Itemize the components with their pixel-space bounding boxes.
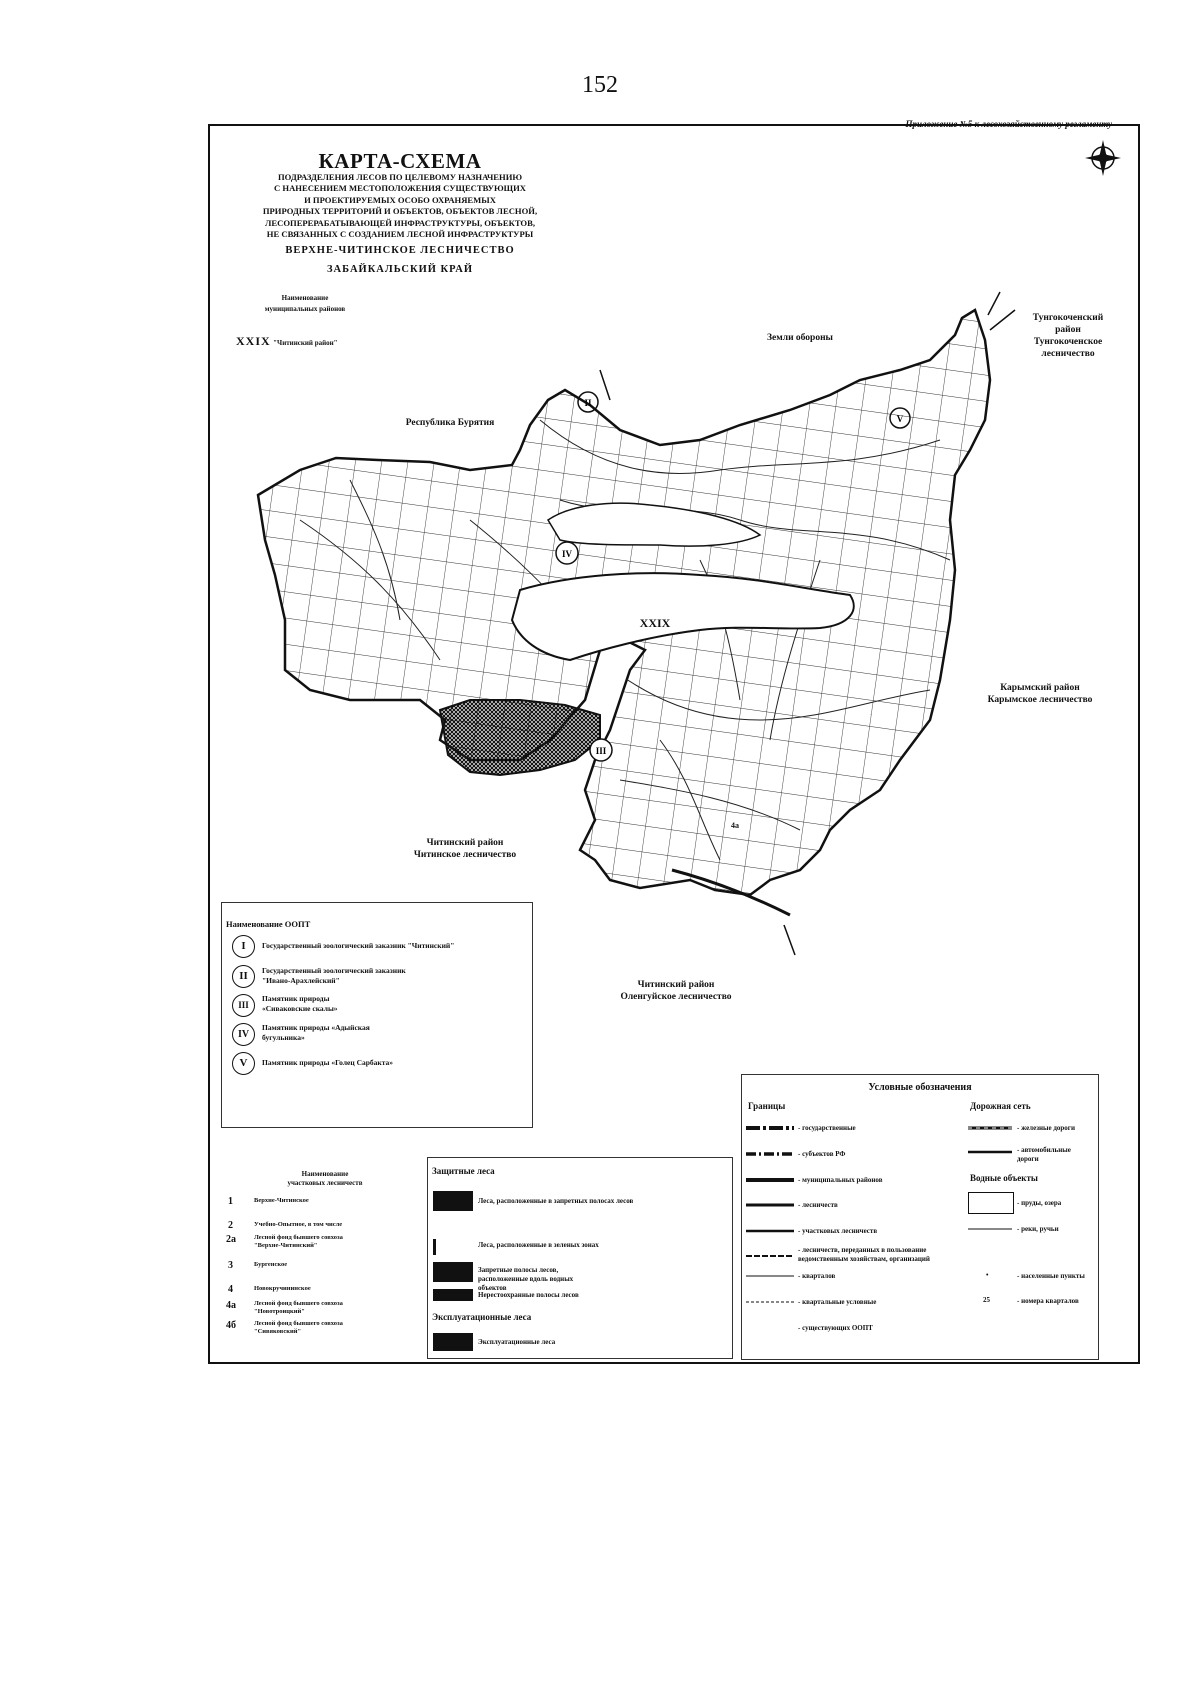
region-name: ЗАБАЙКАЛЬСКИЙ КРАЙ — [327, 264, 473, 276]
label-line: Оленгуйское лесничество — [620, 992, 732, 1002]
municipal-heading-line: муниципальных районов — [264, 305, 346, 313]
forestry-text: "Новотроицкий" — [254, 1308, 305, 1315]
protective-heading: Защитные леса — [432, 1166, 495, 1176]
legend-water-text: - пруды, озера — [1017, 1199, 1062, 1207]
oopt-text: Государственный зоологический заказник — [262, 966, 406, 975]
settlement-icon: • — [986, 1271, 989, 1279]
label-defense-lands: Земли обороны — [767, 333, 833, 343]
oopt-marker-iv — [556, 542, 578, 564]
water-heading: Водные объекты — [970, 1173, 1038, 1183]
label-line: Карымский район — [1000, 683, 1080, 693]
svg-text:IV: IV — [561, 549, 573, 559]
forestry-number: 4б — [226, 1320, 236, 1331]
oopt-number: III — [232, 994, 255, 1017]
legend-boundary-text: - субъектов РФ — [798, 1150, 846, 1158]
legend-boundary-text: - кварталов — [798, 1272, 836, 1280]
label-center-code: XXIX — [639, 616, 671, 630]
label-line: Карымское лесничество — [987, 695, 1093, 705]
river-line-sample — [966, 1224, 1016, 1234]
label-chita-1 — [385, 837, 545, 861]
municipal-code: XXIX — [236, 334, 271, 348]
forestries-heading-line: Наименование — [301, 1170, 349, 1178]
compass-icon — [1085, 140, 1121, 176]
zone-text: Леса, расположенные в запретных полосах лесов — [478, 1197, 634, 1205]
boundaries-heading: Границы — [748, 1101, 786, 1111]
zone-swatch — [433, 1333, 473, 1351]
svg-text:V: V — [896, 414, 904, 424]
municipal-heading-line: Наименование — [281, 294, 329, 302]
forestry-number: 2а — [226, 1234, 236, 1245]
legend-boundary-text: - участковых лесничеств — [798, 1227, 878, 1235]
title-block — [220, 150, 580, 278]
forestry-text: Бургенское — [254, 1261, 288, 1268]
oopt-text: Памятник природы — [262, 994, 330, 1003]
label-line: лесничество — [1041, 349, 1095, 359]
label-line: Читинский район — [426, 838, 504, 848]
legend-boundary-text: - лесничеств, переданных в пользование ведомственным хозяйствам, организаций — [798, 1246, 930, 1263]
map-title: КАРТА-СХЕМА — [318, 149, 482, 173]
forestry-number: 4а — [226, 1300, 236, 1311]
zone-swatch — [433, 1191, 473, 1211]
legend-road-text: - автомобильные дороги — [1017, 1146, 1071, 1163]
zone-text: Запретные полосы лесов, расположенные вдоль водных объектов — [478, 1266, 574, 1292]
forestry-text: Учебно-Опытное, в том числе — [254, 1221, 343, 1228]
oopt-marker-iii — [590, 739, 612, 761]
label-line: Читинский район — [637, 980, 715, 990]
boundary-line-1 — [600, 370, 610, 400]
page-number: 152 — [582, 72, 618, 98]
boundary-line-2 — [988, 292, 1000, 315]
label-tungokochen — [1018, 312, 1118, 360]
legend-boundary-text: - лесничеств — [798, 1201, 838, 1209]
label-4a: 4а — [731, 821, 739, 830]
label-karymsky — [960, 682, 1120, 706]
oopt-number: II — [232, 965, 255, 988]
forestry-number: 3 — [228, 1260, 233, 1271]
forestry-number: 2 — [228, 1220, 233, 1231]
roads-heading: Дорожная сеть — [970, 1101, 1031, 1111]
subtitle-line: ПОДРАЗДЕЛЕНИЯ ЛЕСОВ ПО ЦЕЛЕВОМУ НАЗНАЧЕНИЮ — [277, 172, 523, 182]
boundary-line-samples — [744, 1116, 804, 1356]
forestry-name: ВЕРХНЕ-ЧИТИНСКОЕ ЛЕСНИЧЕСТВО — [285, 245, 515, 257]
urban-zone — [440, 700, 600, 775]
forestry-number: 4 — [228, 1284, 233, 1295]
forestry-text: "Сивяковский" — [254, 1328, 302, 1335]
oopt-text: Государственный зоологический заказник "Читинский" — [262, 941, 455, 950]
subtitle-line: С НАНЕСЕНИЕМ МЕСТОПОЛОЖЕНИЯ СУЩЕСТВУЮЩИХ — [274, 183, 526, 194]
subtitle-line: НЕ СВЯЗАННЫХ С СОЗДАНИЕМ ЛЕСНОЙ ИНФРАСТРУКТУРЫ — [266, 229, 534, 240]
legend-road-text: - железные дороги — [1017, 1124, 1076, 1132]
zone-text: Леса, расположенные в зеленых зонах — [478, 1241, 599, 1249]
label-buryatia: Республика Бурятия — [405, 418, 495, 428]
oopt-text: "Ивано-Арахлейский" — [262, 976, 340, 985]
legend-misc-text: - населенные пункты — [1017, 1272, 1085, 1280]
subtitle-line: ЛЕСОПЕРЕРАБАТЫВАЮЩЕЙ ИНФРАСТРУКТУРЫ, ОБЪЕКТОВ, — [264, 217, 536, 228]
municipal-name: "Читинский район" — [273, 339, 338, 347]
municipal-heading — [250, 293, 360, 315]
label-line: Тунгокоченское — [1033, 337, 1103, 347]
oopt-title: Наименование ООПТ — [226, 919, 311, 929]
forestry-text: Лесной фонд бывшего совхоза — [254, 1320, 343, 1327]
legend-title: Условные обозначения — [868, 1082, 972, 1093]
legend-boundary-text: - существующих ООПТ — [798, 1324, 873, 1332]
oopt-number: IV — [232, 1023, 255, 1046]
zone-swatch — [433, 1239, 436, 1255]
legend-misc-text: - номера кварталов — [1017, 1297, 1079, 1305]
label-line: Тунгокоченский — [1032, 313, 1104, 323]
forestry-text: Лесной фонд бывшего совхоза — [254, 1300, 343, 1307]
appendix-note: Приложение №5 к лесохозяйственному регламенту — [905, 119, 1112, 129]
forestry-text: Лесной фонд бывшего совхоза — [254, 1234, 343, 1241]
legend-water-text: - реки, ручьи — [1017, 1225, 1059, 1233]
quarter-number-sample: 25 — [983, 1296, 990, 1304]
lake-swatch — [968, 1192, 1014, 1214]
oopt-legend-box — [221, 902, 533, 1128]
legend-boundary-text: - квартальные условные — [798, 1298, 877, 1306]
forestries-heading — [250, 1170, 400, 1188]
zone-swatch — [433, 1289, 473, 1301]
forestry-number: 1 — [228, 1196, 233, 1207]
forestries-heading-line: участковых лесничеств — [287, 1179, 363, 1187]
label-line: Читинское лесничество — [413, 850, 517, 860]
oopt-text: Памятник природы «Голец Сарбакта» — [262, 1058, 393, 1067]
exploit-heading: Эксплуатационные леса — [432, 1312, 532, 1322]
zone-swatch — [433, 1262, 473, 1282]
forestry-text: Верхне-Читинское — [254, 1197, 309, 1204]
subtitle-line: ПРИРОДНЫХ ТЕРРИТОРИЙ И ОБЪЕКТОВ, ОБЪЕКТОВ ЛЕСНОЙ, — [262, 206, 538, 217]
svg-text:III: III — [595, 746, 607, 756]
boundary-line-4 — [784, 925, 795, 955]
oopt-text: «Сиваковские скалы» — [262, 1004, 338, 1013]
subtitle-line: И ПРОЕКТИРУЕМЫХ ОСОБО ОХРАНЯЕМЫХ — [304, 194, 496, 205]
oopt-number: I — [232, 935, 255, 958]
road-line-samples — [966, 1116, 1016, 1176]
label-chita-2 — [596, 979, 756, 1003]
oopt-text: Памятник природы «Адыйская — [262, 1023, 370, 1032]
zone-text: Эксплуатационные леса — [478, 1338, 556, 1346]
forest-zones-box — [427, 1157, 733, 1359]
municipal-row — [236, 334, 338, 349]
svg-text:II: II — [584, 398, 592, 408]
zone-text: Нерестоохранные полосы лесов — [478, 1291, 579, 1299]
oopt-text: бугульника» — [262, 1033, 305, 1042]
forestry-text: Новокручининское — [254, 1285, 311, 1292]
legend-boundary-text: - государственные — [798, 1124, 856, 1132]
legend-boundary-text: - муниципальных районов — [798, 1176, 883, 1184]
forestry-text: "Верхне-Читинский" — [254, 1242, 318, 1249]
oopt-number: V — [232, 1052, 255, 1075]
boundary-line-3 — [990, 310, 1015, 330]
label-line: район — [1055, 325, 1081, 335]
